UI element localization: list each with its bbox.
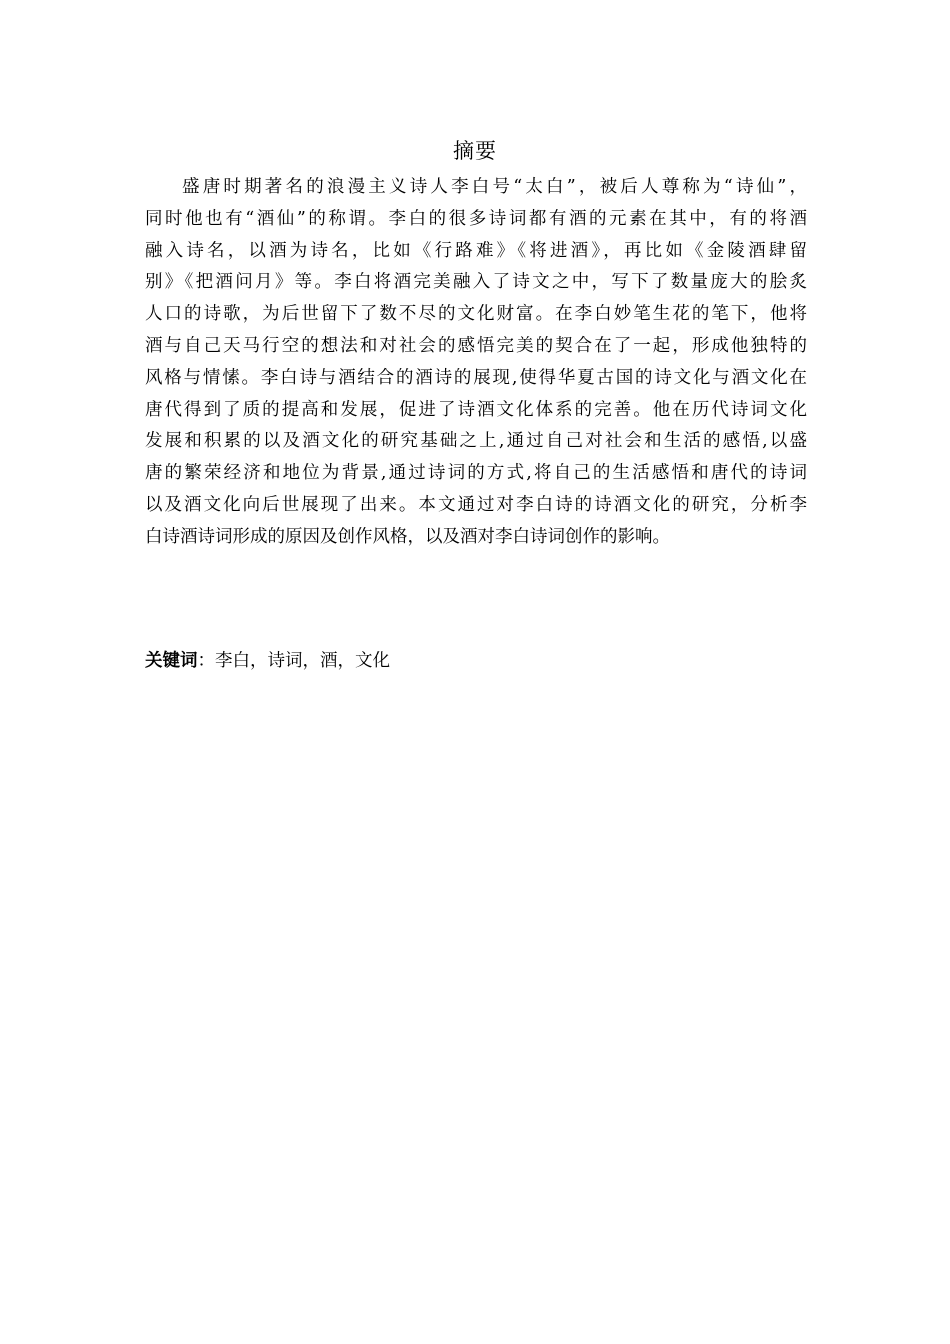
- abstract-line: 别》《把酒问月》等。李白将酒完美融入了诗文之中，写下了数量庞大的脍炙: [145, 272, 807, 293]
- page-title: 摘要: [453, 139, 497, 163]
- abstract-line: 以及酒文化向后世展现了出来。本文通过对李白诗的诗酒文化的研究，分析李: [145, 494, 807, 515]
- abstract-line: 融入诗名，以酒为诗名，比如《行路难》《将进酒》，再比如《金陵酒肆留: [145, 240, 807, 261]
- abstract-line: 发展和积累的以及酒文化的研究基础之上,通过自己对社会和生活的感悟,以盛: [145, 431, 807, 452]
- abstract-body: [145, 172, 807, 554]
- abstract-line: 人口的诗歌，为后世留下了数不尽的文化财富。在李白妙笔生花的笔下，他将: [145, 304, 807, 325]
- abstract-line: 风格与情愫。李白诗与酒结合的酒诗的展现,使得华夏古国的诗文化与酒文化在: [145, 367, 807, 388]
- keywords-label: 关键词: [145, 651, 198, 671]
- keywords-text: 李白，诗词，酒，文化: [215, 651, 390, 671]
- keywords-line: [145, 646, 390, 676]
- abstract-line: 盛唐时期著名的浪漫主义诗人李白号“太白”，被后人尊称为“诗仙”，: [182, 177, 807, 197]
- abstract-line: 唐的繁荣经济和地位为背景,通过诗词的方式,将自己的生活感悟和唐代的诗词: [145, 463, 807, 484]
- keywords-separator: ：: [197, 651, 215, 671]
- abstract-line: 酒与自己天马行空的想法和对社会的感悟完美的契合在了一起，形成他独特的: [145, 335, 807, 356]
- abstract-line: 唐代得到了质的提高和发展，促进了诗酒文化体系的完善。他在历代诗词文化: [145, 399, 807, 420]
- abstract-line: 同时他也有“酒仙”的称谓。李白的很多诗词都有酒的元素在其中，有的将酒: [145, 208, 807, 229]
- abstract-line: 白诗酒诗词形成的原因及创作风格，以及酒对李白诗词创作的影响。: [145, 526, 670, 547]
